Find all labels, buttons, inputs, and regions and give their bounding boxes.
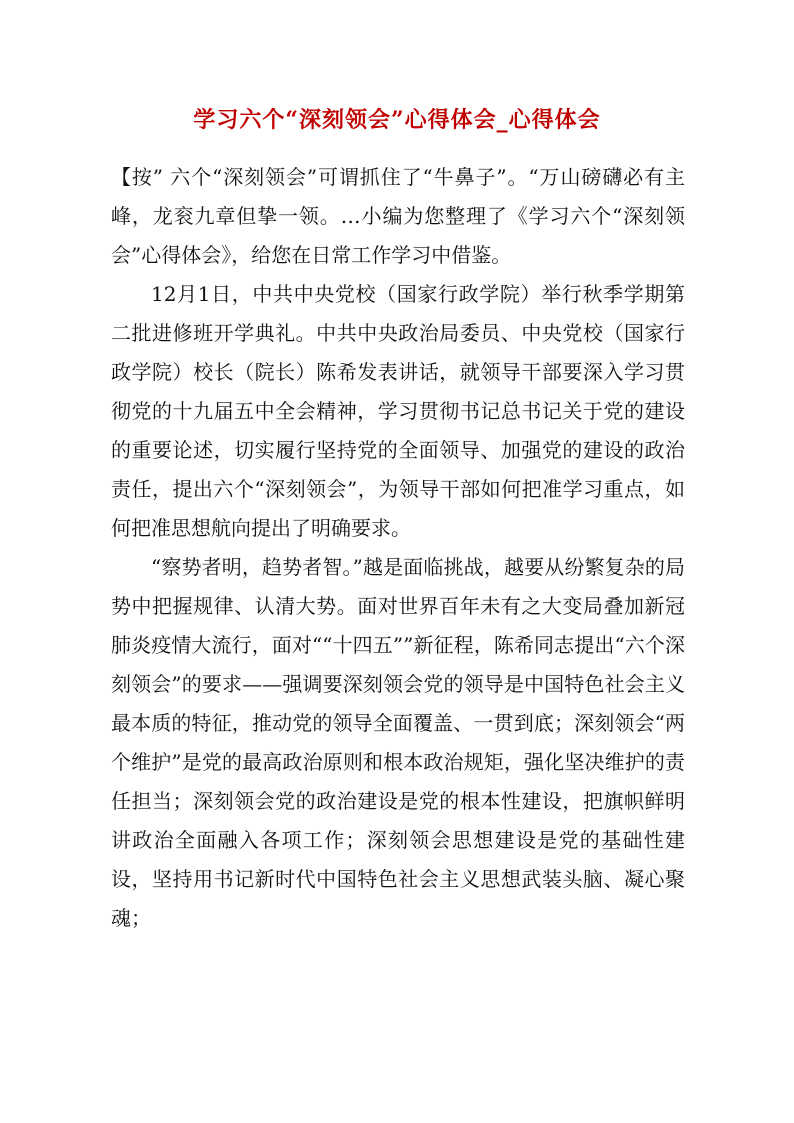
body-paragraph-1: 12月1日，中共中央党校（国家行政学院）举行秋季学期第二批进修班开学典礼。中共中央政治局委员、中央党校（国家行政学院）校长（院长）陈希发表讲话，就领导干部要深入学习贯彻党的十九届五中全会精神，学习贯彻书记总书记关于党的建设的重要论述，切实履行坚持党的全面领导、加强党的建设的政治责任，提出六个“深刻领会”，为领导干部如何把准学习重点，如何把准思想航向提出了明确要求。 <box>111 282 685 540</box>
intro-paragraph: 【按” 六个“深刻领会”可谓抓住了“牛鼻子”。“万山磅礴必有主峰，龙衮九章但挚一领。…小编为您整理了《学习六个“深刻领会”心得体会》，给您在日常工作学习中借鉴。 <box>111 165 685 267</box>
body-paragraph-2: “察势者明，趋势者智。”越是面临挑战，越要从纷繁复杂的局势中把握规律、认清大势。面对世界百年未有之大变局叠加新冠肺炎疫情大流行，面对““十四五””新征程，陈希同志提出“六个深刻领会”的要求——强调要深刻领会党的领导是中国特色社会主义最本质的特征，推动党的领导全面覆盖、一贯到底；深刻领会“两个维护”是党的最高政治原则和根本政治规矩，强化坚决维护的责任担当；深刻领会党的政治建设是党的根本性建设，把旗帜鲜明讲政治全面融入各项工作；深刻领会思想建设是党的基础性建设，坚持用书记新时代中国特色社会主义思想武装头脑、凝心聚魂； <box>111 555 685 930</box>
document-body <box>111 158 685 938</box>
document-title: 学习六个“深刻领会”心得体会_心得体会 <box>193 107 601 133</box>
